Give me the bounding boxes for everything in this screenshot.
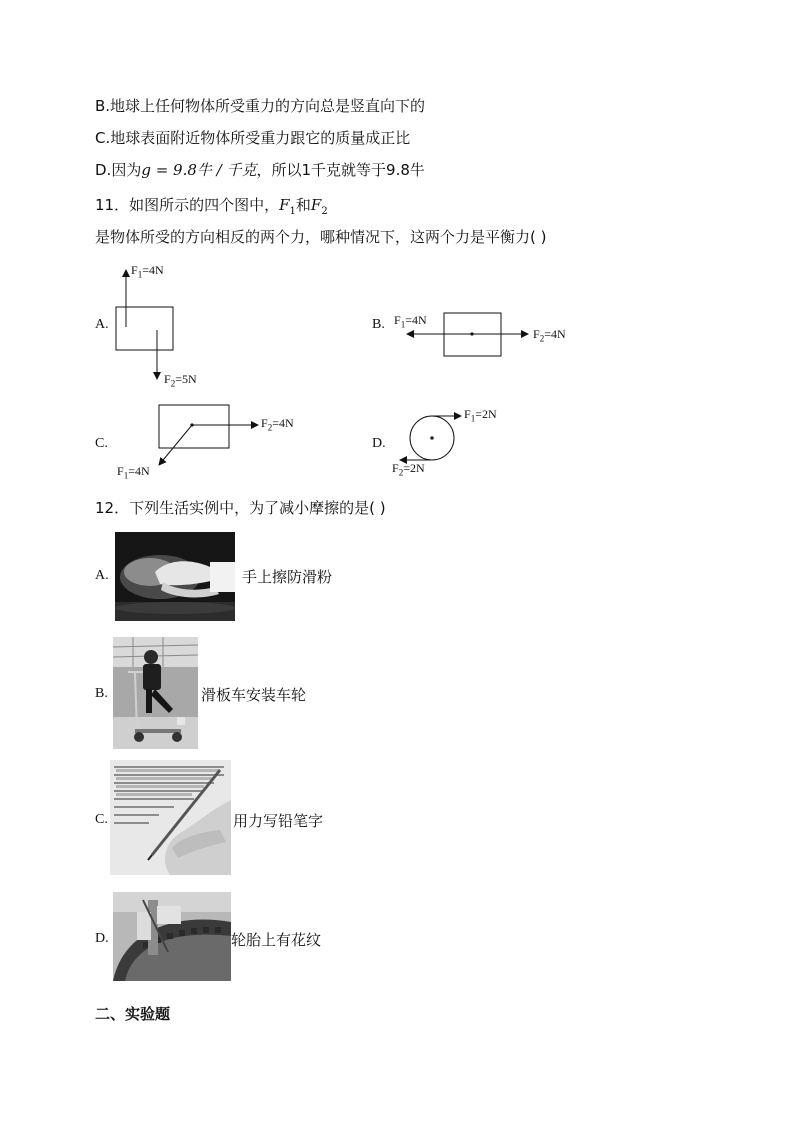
scooter-boy-illustration: [113, 637, 198, 749]
diagram-b-f1-label: $F_1=4N$: [394, 313, 427, 330]
q11-option-d-label: D.: [372, 436, 386, 451]
diagram-a-f1-label: $F_1=4N$: [131, 263, 164, 280]
chalk-hands-illustration: [115, 532, 235, 621]
chalk-hands-photo: [115, 532, 235, 621]
diagram-d-center: [431, 437, 434, 440]
pencil-writing-photo: [110, 760, 231, 875]
q12-option-c-caption: 用力写铅笔字: [233, 812, 324, 830]
q12-stem: 12．下列生活实例中，为了减小摩擦的是( ): [95, 499, 386, 517]
q12-option-d-caption: 轮胎上有花纹: [231, 931, 322, 949]
diagram-d-f1-label: $F_1=2N$: [464, 407, 497, 424]
q10-option-b: B.地球上任何物体所受重力的方向总是竖直向下的: [95, 97, 426, 115]
q11-option-a-label: A.: [95, 317, 109, 332]
q11-stem-line2: 是物体所受的方向相反的两个力，哪种情况下，这两个力是平衡力( ): [95, 228, 547, 246]
q12-option-c-label: C.: [95, 812, 108, 827]
q11-and: 和: [295, 196, 311, 214]
diagram-c-f1-arrow: [159, 425, 192, 465]
q10-option-d-prefix: D.因为: [95, 161, 142, 179]
q10-option-d-formula: g = 9.8牛 / 千克: [141, 161, 257, 179]
diagram-c-box: [159, 405, 229, 448]
q11-option-c-label: C.: [95, 436, 108, 451]
q12-option-a-label: A.: [95, 568, 109, 583]
tire-tread-photo: [113, 892, 231, 981]
q11-f1-symbol: $F_1$: [279, 196, 296, 217]
q12-option-b-label: B.: [95, 686, 108, 701]
diagram-b-f2-label: $F_2=4N$: [533, 327, 566, 344]
diagram-a-box: [116, 307, 173, 350]
section-title: 二、实验题: [95, 1005, 171, 1023]
diagram-d-f2-label: $F_2=2N$: [392, 461, 425, 478]
tire-tread-illustration: [113, 892, 231, 981]
diagram-c-f2-label: $F_2=4N$: [261, 416, 294, 433]
q11-option-b-label: B.: [372, 317, 385, 332]
scooter-boy-photo: [113, 637, 198, 749]
q12-option-d-label: D.: [95, 931, 109, 946]
q12-option-b-caption: 滑板车安装车轮: [201, 686, 307, 704]
q11-stem-prefix: 11．如图所示的四个图中，: [95, 196, 280, 214]
q12-option-a-caption: 手上擦防滑粉: [242, 568, 333, 586]
diagram-c-f1-label: $F_1=4N$: [117, 464, 150, 481]
diagram-a-f2-label: $F_2=5N$: [164, 372, 197, 389]
pencil-writing-illustration: [110, 760, 231, 875]
q10-option-c: C.地球表面附近物体所受重力跟它的质量成正比: [95, 129, 411, 147]
q11-f2-symbol: $F_2$: [310, 196, 328, 217]
q10-option-d-suffix: ，所以1千克就等于9.8牛: [256, 161, 425, 179]
